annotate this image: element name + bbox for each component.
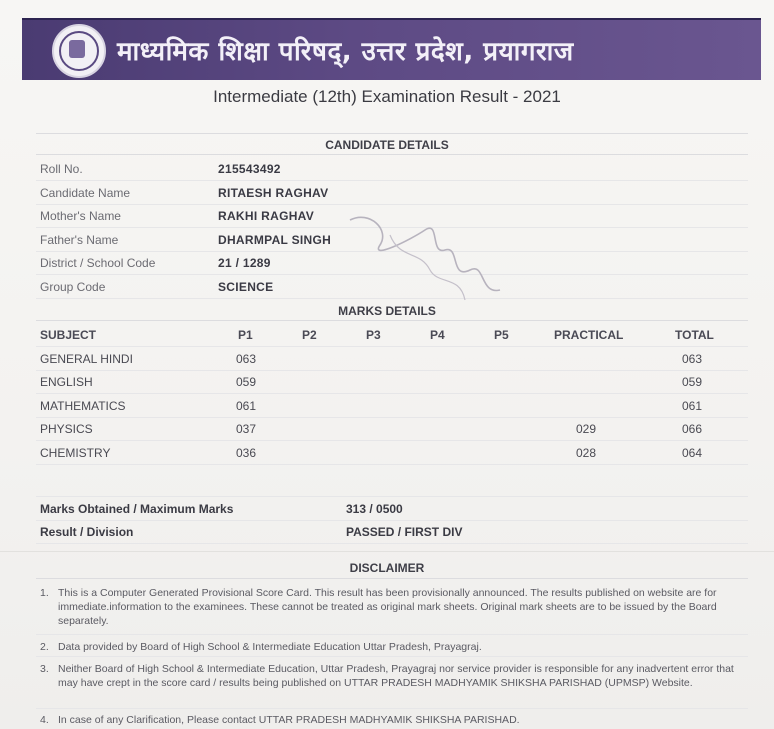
marks-obtained-value: 313 / 0500 — [346, 502, 403, 516]
subject-total: 059 — [682, 375, 703, 389]
field-label-group: Group Code — [40, 280, 106, 294]
disclaimer-item-text: Data provided by Board of High School & Intermediate Education Uttar Pradesh, Prayagraj. — [58, 641, 482, 653]
field-label-father: Father's Name — [40, 233, 119, 247]
col-header-practical: PRACTICAL — [554, 328, 624, 342]
subject-name: ENGLISH — [40, 375, 93, 389]
field-label-district: District / School Code — [40, 256, 156, 270]
candidate-section-title: CANDIDATE DETAILS — [325, 138, 449, 152]
divider — [36, 464, 748, 465]
field-value-district: 21 / 1289 — [218, 256, 271, 270]
subject-name: GENERAL HINDI — [40, 352, 133, 366]
subject-p1: 061 — [236, 399, 257, 413]
divider — [36, 520, 748, 521]
divider — [36, 634, 748, 635]
disclaimer-item-number: 2. — [40, 641, 49, 653]
header-banner — [22, 18, 761, 80]
disclaimer-item — [40, 640, 746, 654]
marks-section-title: MARKS DETAILS — [338, 304, 436, 318]
result-value: PASSED / FIRST DIV — [346, 525, 463, 539]
divider — [36, 346, 748, 347]
disclaimer-item-number: 1. — [40, 587, 49, 599]
disclaimer-item — [40, 586, 746, 628]
divider — [36, 543, 748, 544]
disclaimer-item-number: 3. — [40, 663, 49, 675]
col-header-p2: P2 — [302, 328, 317, 342]
divider — [36, 133, 748, 134]
field-value-group: SCIENCE — [218, 280, 274, 294]
field-value-mother: RAKHI RAGHAV — [218, 209, 315, 223]
col-header-subject: SUBJECT — [40, 328, 97, 342]
marks-obtained-label: Marks Obtained / Maximum Marks — [40, 502, 234, 516]
col-header-p4: P4 — [430, 328, 445, 342]
divider — [36, 708, 748, 709]
disclaimer-item-number: 4. — [40, 714, 49, 726]
subject-total: 061 — [682, 399, 703, 413]
field-label-mother: Mother's Name — [40, 209, 121, 223]
field-label-roll: Roll No. — [40, 162, 83, 176]
subject-p1: 059 — [236, 375, 257, 389]
board-emblem-icon — [52, 24, 106, 78]
subject-name: CHEMISTRY — [40, 446, 111, 460]
divider — [36, 440, 748, 441]
disclaimer-item-text: Neither Board of High School & Intermediate Education, Uttar Pradesh, Prayagraj nor service provider is responsible for any inadvertent error that may have crept in the score card / results being published on UTTAR PRADESH MADHYAMIK SHIKSHA PARISHAD (UPMSP) Website. — [58, 663, 734, 689]
divider — [36, 656, 748, 657]
divider — [36, 180, 748, 181]
disclaimer-item-text: This is a Computer Generated Provisional Score Card. This result has been provisionally announced. The results published on website are for immediate.information to the examinees. These cannot be treated as original mark sheets. Original mark sheets are to be issued by the Board separately. — [58, 587, 717, 627]
divider — [36, 154, 748, 155]
divider — [36, 417, 748, 418]
col-header-total: TOTAL — [675, 328, 714, 342]
field-value-roll: 215543492 — [218, 162, 281, 176]
disclaimer-item — [40, 713, 746, 727]
col-header-p1: P1 — [238, 328, 253, 342]
result-label: Result / Division — [40, 525, 134, 539]
col-header-p5: P5 — [494, 328, 509, 342]
disclaimer-item — [40, 662, 746, 690]
divider — [36, 578, 748, 579]
subject-name: PHYSICS — [40, 422, 93, 436]
exam-title: Intermediate (12th) Examination Result - 2021 — [213, 87, 561, 106]
subject-practical: 028 — [576, 446, 597, 460]
subject-p1: 063 — [236, 352, 257, 366]
subject-name: MATHEMATICS — [40, 399, 126, 413]
field-label-name: Candidate Name — [40, 186, 131, 200]
divider — [36, 496, 748, 497]
board-name: माध्यमिक शिक्षा परिषद्, उत्तर प्रदेश, प्रयागराज — [117, 37, 574, 67]
handwritten-signature — [330, 200, 530, 320]
subject-total: 066 — [682, 422, 703, 436]
divider — [36, 393, 748, 394]
disclaimer-title: DISCLAIMER — [349, 561, 425, 575]
subject-p1: 037 — [236, 422, 257, 436]
divider — [36, 320, 748, 321]
paper-fold-line — [0, 551, 774, 552]
divider — [36, 370, 748, 371]
field-value-name: RITAESH RAGHAV — [218, 186, 329, 200]
field-value-father: DHARMPAL SINGH — [218, 233, 332, 247]
col-header-p3: P3 — [366, 328, 381, 342]
subject-total: 063 — [682, 352, 703, 366]
subject-total: 064 — [682, 446, 703, 460]
disclaimer-item-text: In case of any Clarification, Please contact UTTAR PRADESH MADHYAMIK SHIKSHA PARISHAD. — [58, 714, 520, 726]
subject-p1: 036 — [236, 446, 257, 460]
subject-practical: 029 — [576, 422, 597, 436]
